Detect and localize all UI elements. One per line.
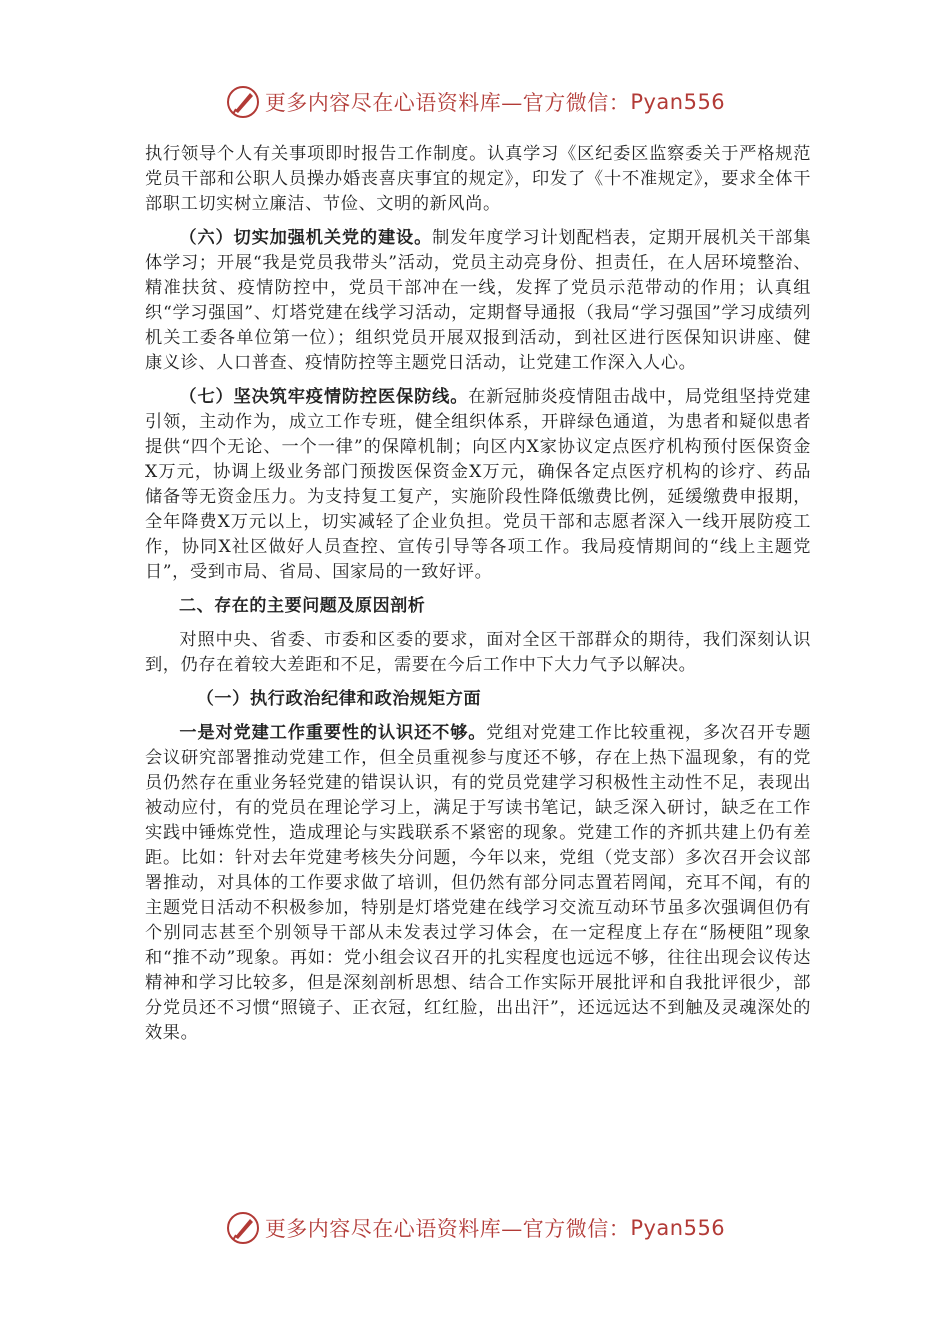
paragraph-awareness (145, 721, 811, 1046)
watermark-wechat-id: Pyan556 (630, 90, 726, 114)
paragraph-epidemic (145, 385, 811, 585)
watermark-text: 更多内容尽在心语资料库—官方微信： (264, 91, 631, 115)
paragraph-continuation: 执行领导个人有关事项即时报告工作制度。认真学习《区纪委区监察委关于严格规范党员干部和公职人员操办婚丧喜庆事宜的规定》，印发了《十不准规定》，要求全体干部职工切实树立廉洁、节俭、文明的新风尚。 (145, 144, 811, 214)
section-heading: 二、存在的主要问题及原因剖析 (179, 596, 426, 616)
paragraph-heading: （六）切实加强机关党的建设。 (179, 228, 433, 248)
watermark-wechat-id: Pyan556 (630, 1216, 726, 1240)
paragraph-party-building (145, 226, 811, 376)
watermark-banner-bottom (0, 1208, 950, 1248)
quill-logo-icon (225, 1210, 261, 1246)
paragraph-text: 制发年度学习计划配档表，定期开展机关干部集体学习；开展“我是党员我带头”活动，党员主动亮身份、担责任，在人居环境整治、精准扶贫、疫情防控中，党员干部冲在一线，发挥了党员示范带动的作用；认真组织“学习强国”、灯塔党建在线学习活动，定期督导通报（我局“学习强国”学习成绩列机关工委各单位第一位）；组织党员开展双报到活动，到社区进行医保知识讲座、健康义诊、人口普查、疫情防控等主题党日活动，让党建工作深入人心。 (145, 228, 811, 373)
paragraph-text: 在新冠肺炎疫情阻击战中，局党组坚持党建引领，主动作为，成立工作专班，健全组织体系，开辟绿色通道，为患者和疑似患者提供“四个无论、一个一律”的保障机制；向区内X家协议定点医疗机构预付医保资金X万元，协调上级业务部门预拨医保资金X万元，确保各定点医疗机构的诊疗、药品储备等无资金压力。为支持复工复产，实施阶段性降低缴费比例，延缓缴费申报期，全年降费X万元以上，切实减轻了企业负担。党员干部和志愿者深入一线开展防疫工作，协同X社区做好人员查控、宣传引导等各项工作。我局疫情期间的“线上主题党日”，受到市局、省局、国家局的一致好评。 (145, 387, 811, 582)
document-body (145, 142, 811, 1055)
quill-logo-icon (225, 84, 261, 120)
watermark-text: 更多内容尽在心语资料库—官方微信： (264, 1217, 631, 1241)
watermark-banner-top (0, 82, 950, 122)
paragraph-text: 党组对党建工作比较重视，多次召开专题会议研究部署推动党建工作，但全员重视参与度还不够，存在上热下温现象，有的党员仍然存在重业务轻党建的错误认识，有的党员党建学习积极性主动性不足，表现出被动应付，有的党员在理论学习上，满足于写读书笔记，缺乏深入研讨，缺乏在工作实践中锤炼党性，造成理论与实践联系不紧密的现象。党建工作的齐抓共建上仍有差距。比如：针对去年党建考核失分问题，今年以来，党组（党支部）多次召开会议部署推动，对具体的工作要求做了培训，但仍然有部分同志置若罔闻，充耳不闻，有的主题党日活动不积极参加，特别是灯塔党建在线学习交流互动环节虽多次强调但仍有个别同志甚至个别领导干部从未发表过学习体会，在一定程度上存在“肠梗阻”现象和“推不动”现象。再如：党小组会议召开的扎实程度也远远不够，往往出现会议传达精神和学习比较多，但是深刻剖析思想、结合工作实际开展批评和自我批评很少，部分党员还不习惯“照镜子、正衣冠，红红脸，出出汗”，还远远达不到触及灵魂深处的效果。 (145, 723, 811, 1043)
paragraph-heading: 一是对党建工作重要性的认识还不够。 (179, 723, 487, 743)
paragraph-intro: 对照中央、省委、市委和区委的要求，面对全区干部群众的期待，我们深刻认识到，仍存在着较大差距和不足，需要在今后工作中下大力气予以解决。 (145, 630, 811, 675)
paragraph-heading: （七）坚决筑牢疫情防控医保防线。 (179, 387, 469, 407)
subsection-heading: （一）执行政治纪律和政治规矩方面 (196, 689, 482, 709)
